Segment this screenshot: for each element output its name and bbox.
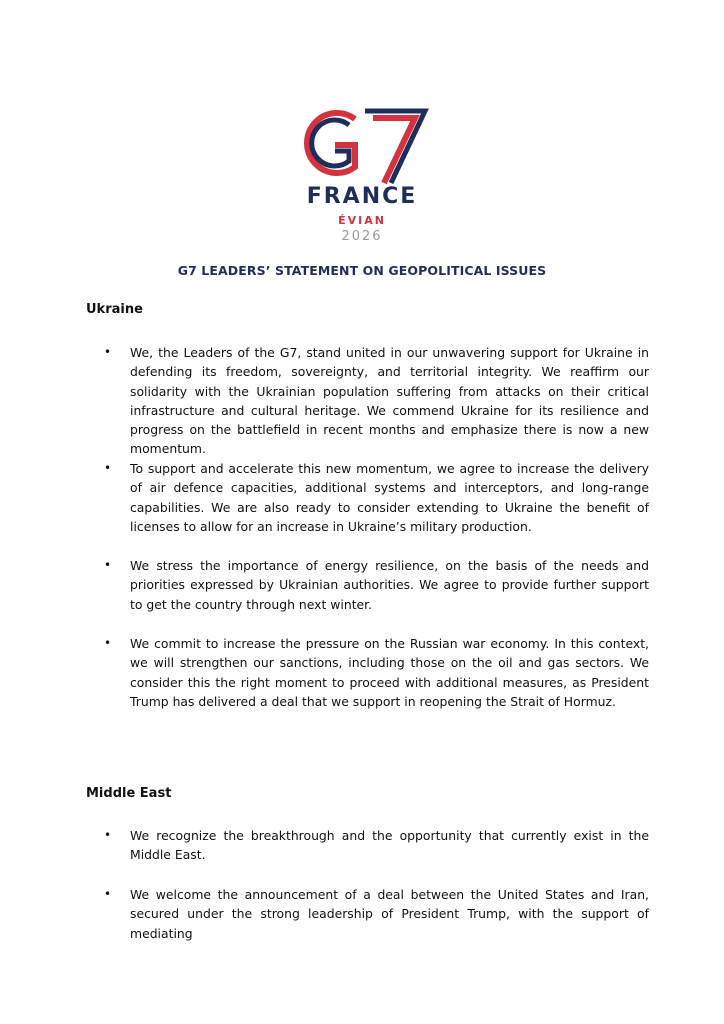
bullet-dot: • xyxy=(104,887,112,901)
list-item xyxy=(104,826,649,865)
paragraph: We, the Leaders of the G7, stand united in our unwavering support for Ukraine in defending its freedom, sovereignty, and territorial integrity. We reaffirm our solidarity with the Ukrainian population suffering from attacks on their critical infrastructure and cultural heritage. We commend Ukraine for its resilience and progress on the battlefield in recent months and emphasize there is now a new momentum. xyxy=(130,345,649,457)
bullet-dot: • xyxy=(104,636,112,650)
paragraph: To support and accelerate this new momentum, we agree to increase the delivery of air defence capacities, additional systems and interceptors, and long-range capabilities. We are also ready to consider extending to Ukraine the benefit of licenses to allow for an increase in Ukraine’s military production. xyxy=(130,461,649,534)
list-item xyxy=(104,556,649,614)
bullet-dot: • xyxy=(104,828,112,842)
paragraph: We stress the importance of energy resilience, on the basis of the needs and priorities expressed by Ukrainian authorities. We agree to provide further support to get the country through next winter. xyxy=(130,558,649,612)
bullet-dot: • xyxy=(104,558,112,572)
list-item xyxy=(104,343,649,459)
logo-city: ÉVIAN xyxy=(338,214,386,227)
paragraph: We welcome the announcement of a deal between the United States and Iran, secured under the strong leadership of President Trump, with the support of mediating xyxy=(130,887,649,941)
list-item xyxy=(104,885,649,943)
g7-logo-mark xyxy=(293,97,433,187)
bullet-dot: • xyxy=(104,461,112,475)
list-item xyxy=(104,634,649,711)
logo-country: FRANCE xyxy=(306,184,418,209)
document-title: G7 LEADERS’ STATEMENT ON GEOPOLITICAL ISSUES xyxy=(177,263,547,278)
g7-france-evian-logo xyxy=(0,0,724,250)
paragraph: We recognize the breakthrough and the opportunity that currently exist in the Middle East. xyxy=(130,828,649,863)
paragraph: We commit to increase the pressure on the Russian war economy. In this context, we will strengthen our sanctions, including those on the oil and gas sectors. We consider this the right moment to proceed with additional measures, as President Trump has delivered a deal that we support in reopening the Strait of Hormuz. xyxy=(130,636,649,709)
logo-year: 2026 xyxy=(341,229,383,244)
bullet-dot: • xyxy=(104,345,112,359)
list-item xyxy=(104,459,649,536)
section-heading-middle-east: Middle East xyxy=(86,786,172,801)
section-heading-ukraine: Ukraine xyxy=(86,302,143,317)
